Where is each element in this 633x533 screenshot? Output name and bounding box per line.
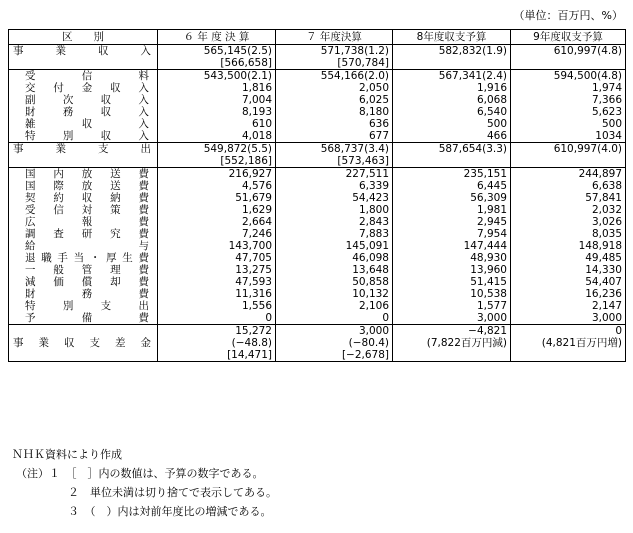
cell-value: [570,784] [276,57,393,70]
cell-value: 0 [276,312,393,325]
cell-value: 7,004 [158,94,276,106]
table-row [9,300,626,312]
cell-value: 7,883 [276,228,393,240]
source-note: ＮＨＫ資料により作成 [12,448,122,461]
row-label: 財務収入 [9,106,158,118]
table-row [9,288,626,300]
cell-value: 46,098 [276,252,393,264]
row-label: 受信料 [9,70,158,83]
cell-value: [573,463] [276,155,393,168]
table-row [9,312,626,325]
note-2: ２ 単位未満は切り捨てで表示してある。 [68,486,277,499]
cell-value: 500 [393,118,511,130]
row-label: 特別支出 [9,300,158,312]
cell-value: 148,918 [511,240,626,252]
cell-value: 143,700 [158,240,276,252]
cell-value: 6,445 [393,180,511,192]
cell-value: 14,330 [511,264,626,276]
table-row [9,82,626,94]
cell-value: 227,511 [276,168,393,181]
table-row [9,349,626,362]
table-row [9,264,626,276]
cell-value [393,349,511,362]
table-row [9,155,626,168]
cell-value: 235,151 [393,168,511,181]
header-fy7: ７ 年度決算 [276,30,393,45]
cell-value: 145,091 [276,240,393,252]
notes [12,445,277,521]
table-row [9,228,626,240]
header-row [9,30,626,45]
row-label: 予備費 [9,312,158,325]
cell-value: 6,540 [393,106,511,118]
cell-value: 7,246 [158,228,276,240]
cell-value: 1,577 [393,300,511,312]
cell-value: 49,485 [511,252,626,264]
cell-value: 51,679 [158,192,276,204]
row-label: 国内放送費 [9,168,158,181]
cell-value: [14,471] [158,349,276,362]
table-row [9,57,626,70]
cell-value: [552,186] [158,155,276,168]
row-label: 減価償却費 [9,276,158,288]
table-row [9,118,626,130]
table-row [9,45,626,58]
cell-value: 610,997(4.8) [511,45,626,58]
cell-value: 1,916 [393,82,511,94]
cell-value: 3,000 [276,325,393,338]
cell-value: 571,738(1.2) [276,45,393,58]
cell-value: [−2,678] [276,349,393,362]
table-row [9,240,626,252]
row-label: 事業収入 [9,45,158,58]
cell-value: 1,816 [158,82,276,94]
cell-value: 8,180 [276,106,393,118]
cell-value: 15,272 [158,325,276,338]
cell-value: 582,832(1.9) [393,45,511,58]
row-label: 雑収入 [9,118,158,130]
table-row [9,216,626,228]
cell-value: 543,500(2.1) [158,70,276,83]
cell-value: (−80.4) [276,337,393,349]
row-label: 事業収支差金 [9,337,158,349]
cell-value: 147,444 [393,240,511,252]
cell-value: 1,981 [393,204,511,216]
cell-value: 1,974 [511,82,626,94]
cell-value: 2,945 [393,216,511,228]
cell-value: 16,236 [511,288,626,300]
cell-value: −4,821 [393,325,511,338]
row-label: 受信対策費 [9,204,158,216]
row-label: 交付金収入 [9,82,158,94]
cell-value: 2,664 [158,216,276,228]
cell-value: 567,341(2.4) [393,70,511,83]
cell-value: 554,166(2.0) [276,70,393,83]
cell-value: 7,366 [511,94,626,106]
table-row [9,204,626,216]
cell-value: 565,145(2.5) [158,45,276,58]
cell-value: 3,026 [511,216,626,228]
table-row [9,168,626,181]
cell-value: 50,858 [276,276,393,288]
header-fy8: 8年度収支予算 [393,30,511,45]
cell-value: 2,050 [276,82,393,94]
header-fy6: ６ 年 度 決 算 [158,30,276,45]
cell-value: 594,500(4.8) [511,70,626,83]
cell-value: 466 [393,130,511,143]
table-row [9,276,626,288]
note-1: （注）１ ［ ］内の数値は、予算の数字である。 [16,467,264,480]
cell-value: (7,822百万円減) [393,337,511,349]
row-label: 調査研究費 [9,228,158,240]
cell-value: 549,872(5.5) [158,143,276,156]
row-label [9,349,158,362]
cell-value: 610,997(4.0) [511,143,626,156]
cell-value: 2,106 [276,300,393,312]
row-label: 給与 [9,240,158,252]
cell-value: 6,638 [511,180,626,192]
cell-value: 636 [276,118,393,130]
cell-value: 1,629 [158,204,276,216]
budget-table [8,29,626,362]
cell-value: 13,275 [158,264,276,276]
cell-value: 1034 [511,130,626,143]
cell-value: 8,035 [511,228,626,240]
cell-value: 216,927 [158,168,276,181]
row-label [9,57,158,70]
table-row [9,70,626,83]
cell-value: 54,423 [276,192,393,204]
cell-value: 13,960 [393,264,511,276]
cell-value: 2,843 [276,216,393,228]
cell-value [393,57,511,70]
cell-value: 54,407 [511,276,626,288]
cell-value: 6,339 [276,180,393,192]
row-label: 財務費 [9,288,158,300]
cell-value: 587,654(3.3) [393,143,511,156]
cell-value: 56,309 [393,192,511,204]
table-row [9,180,626,192]
cell-value: 1,556 [158,300,276,312]
table-row [9,192,626,204]
table-row [9,337,626,349]
cell-value: 6,068 [393,94,511,106]
cell-value: 47,593 [158,276,276,288]
cell-value: 500 [511,118,626,130]
cell-value [511,349,626,362]
cell-value: 1,800 [276,204,393,216]
row-label: 一般管理費 [9,264,158,276]
cell-value: 2,032 [511,204,626,216]
cell-value: 51,415 [393,276,511,288]
row-label: 広報費 [9,216,158,228]
row-label: 国際放送費 [9,180,158,192]
cell-value: 610 [158,118,276,130]
row-label: 特別収入 [9,130,158,143]
cell-value: [566,658] [158,57,276,70]
cell-value: 244,897 [511,168,626,181]
row-label [9,325,158,338]
cell-value [393,155,511,168]
cell-value: 677 [276,130,393,143]
cell-value [511,57,626,70]
cell-value: 11,316 [158,288,276,300]
note-3: ３ （ ）内は対前年度比の増減である。 [68,505,272,518]
cell-value: 5,623 [511,106,626,118]
cell-value: 3,000 [393,312,511,325]
header-fy9: 9年度収支予算 [511,30,626,45]
cell-value: 568,737(3.4) [276,143,393,156]
cell-value: (−48.8) [158,337,276,349]
table-row [9,252,626,264]
cell-value [511,155,626,168]
table-row [9,130,626,143]
cell-value: 10,132 [276,288,393,300]
row-label: 契約収納費 [9,192,158,204]
cell-value: 7,954 [393,228,511,240]
cell-value: (4,821百万円増) [511,337,626,349]
cell-value: 6,025 [276,94,393,106]
cell-value: 4,018 [158,130,276,143]
cell-value: 10,538 [393,288,511,300]
table-row [9,106,626,118]
cell-value: 2,147 [511,300,626,312]
cell-value: 0 [158,312,276,325]
cell-value: 57,841 [511,192,626,204]
cell-value: 48,930 [393,252,511,264]
header-category: 区 別 [9,30,158,45]
cell-value: 3,000 [511,312,626,325]
row-label: 事業支出 [9,143,158,156]
row-label: 退職手当・厚生費 [9,252,158,264]
table-row [9,94,626,106]
cell-value: 13,648 [276,264,393,276]
cell-value: 8,193 [158,106,276,118]
unit-label: （単位：百万円、%） [513,9,623,22]
row-label: 副次収入 [9,94,158,106]
table-row [9,325,626,338]
cell-value: 0 [511,325,626,338]
row-label [9,155,158,168]
cell-value: 47,705 [158,252,276,264]
table-row [9,143,626,156]
cell-value: 4,576 [158,180,276,192]
